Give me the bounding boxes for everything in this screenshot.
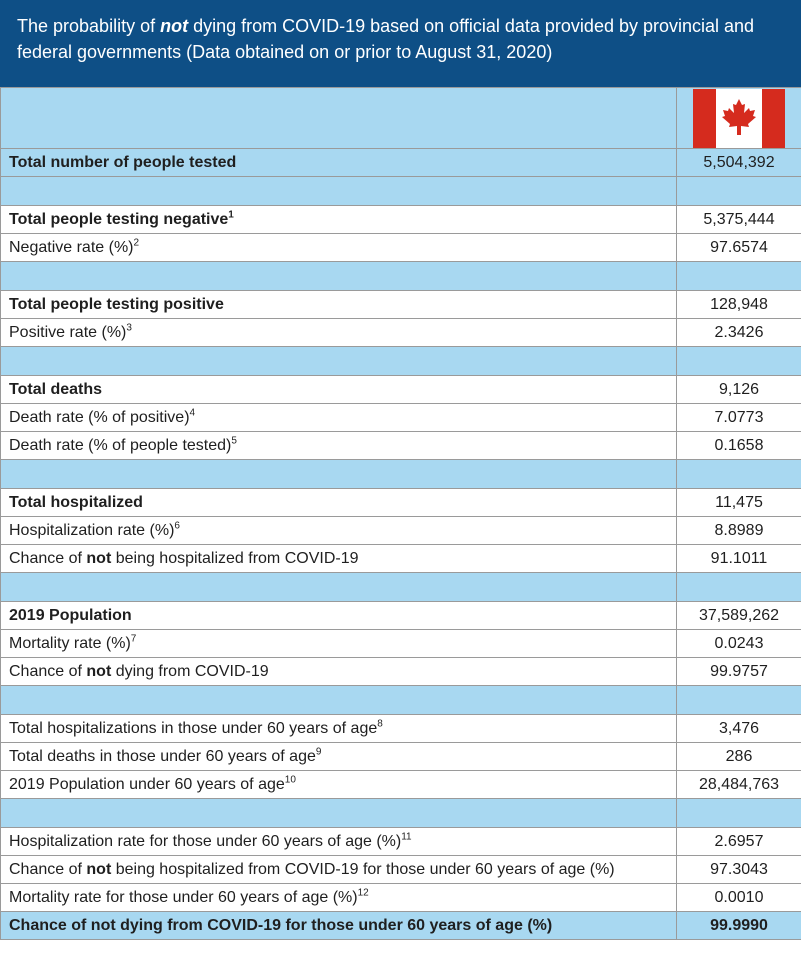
canada-flag-icon xyxy=(693,89,785,148)
row-label: Chance of not dying from COVID-19 for those under 60 years of age (%) xyxy=(1,912,677,940)
footnote-marker: 6 xyxy=(174,520,180,532)
table-row xyxy=(1,432,801,460)
row-value: 5,375,444 xyxy=(677,206,801,234)
footnote-marker: 11 xyxy=(401,831,412,843)
covid-statistics-table xyxy=(0,87,801,940)
row-label: Total deaths in those under 60 years of age$^9$ xyxy=(1,743,677,771)
table-row xyxy=(1,234,801,262)
row-value: 128,948 xyxy=(677,291,801,319)
table-row xyxy=(1,545,801,573)
row-value: 0.0243 xyxy=(677,630,801,658)
row-value: 37,589,262 xyxy=(677,602,801,630)
spacer-row xyxy=(1,262,801,291)
footnote-marker: 1 xyxy=(228,209,234,221)
row-value: 97.3043 xyxy=(677,856,801,884)
row-value: 99.9757 xyxy=(677,658,801,686)
table-row xyxy=(1,319,801,347)
footnote-marker: 8 xyxy=(377,718,383,730)
row-label: Negative rate (%)$^2$ xyxy=(1,234,677,262)
table-row xyxy=(1,630,801,658)
row-value: 11,475 xyxy=(677,489,801,517)
row-value: 91.1011 xyxy=(677,545,801,573)
table-row xyxy=(1,715,801,743)
row-value: 28,484,763 xyxy=(677,771,801,799)
row-value: 0.1658 xyxy=(677,432,801,460)
row-value: 5,504,392 xyxy=(677,149,801,177)
spacer-row xyxy=(1,177,801,206)
footnote-marker: 4 xyxy=(189,407,196,419)
row-label: Chance of not being hospitalized from COVID-19 for those under 60 years of age (%) xyxy=(1,856,677,884)
row-label: Chance of not being hospitalized from COVID-19 xyxy=(1,545,677,573)
row-value: 8.8989 xyxy=(677,517,801,545)
spacer-row xyxy=(1,460,801,489)
row-value: 286 xyxy=(677,743,801,771)
table-row xyxy=(1,489,801,517)
row-value: 99.9990 xyxy=(677,912,801,940)
table-row xyxy=(1,517,801,545)
table-row xyxy=(1,743,801,771)
row-value: 0.0010 xyxy=(677,884,801,912)
row-value: 2.3426 xyxy=(677,319,801,347)
row-label: 2019 Population under 60 years of age$^{10}$ xyxy=(1,771,677,799)
footnote-marker: 5 xyxy=(231,435,237,447)
footnote-marker: 2 xyxy=(133,237,140,249)
row-label: Mortality rate for those under 60 years of age (%)$^{12}$ xyxy=(1,884,677,912)
row-label: Total hospitalizations in those under 60 years of age$^8$ xyxy=(1,715,677,743)
footnote-marker: 7 xyxy=(130,633,137,645)
row-label: Total people testing positive xyxy=(1,291,677,319)
row-label: Positive rate (%)$^3$ xyxy=(1,319,677,347)
table-row xyxy=(1,884,801,912)
spacer-row xyxy=(1,573,801,602)
row-value: 2.6957 xyxy=(677,828,801,856)
table-title: The probability of not dying from COVID-19 based on official data provided by provincial and federal governments (Data obtained on or prior to August 31, 2020) xyxy=(0,0,801,87)
table-row xyxy=(1,828,801,856)
row-label: Total people testing negative$^1$ xyxy=(1,206,677,234)
spacer-row xyxy=(1,799,801,828)
table-row xyxy=(1,291,801,319)
row-label: Mortality rate (%)$^7$ xyxy=(1,630,677,658)
table-row xyxy=(1,771,801,799)
table-row xyxy=(1,912,801,940)
table-row xyxy=(1,404,801,432)
table-row xyxy=(1,602,801,630)
row-label: Total hospitalized xyxy=(1,489,677,517)
row-label: Death rate (% of positive)$^4$ xyxy=(1,404,677,432)
table-row xyxy=(1,658,801,686)
row-label: Total number of people tested xyxy=(1,149,677,177)
row-label: Chance of not dying from COVID-19 xyxy=(1,658,677,686)
footnote-marker: 10 xyxy=(284,774,296,786)
row-value: 9,126 xyxy=(677,376,801,404)
row-label: 2019 Population xyxy=(1,602,677,630)
row-value: 97.6574 xyxy=(677,234,801,262)
row-label: Hospitalization rate for those under 60 years of age (%)$^{11}$ xyxy=(1,828,677,856)
footnote-marker: 12 xyxy=(357,887,369,899)
table-row xyxy=(1,149,801,177)
spacer-row xyxy=(1,347,801,376)
flag-header-row xyxy=(1,88,801,149)
table-row xyxy=(1,856,801,884)
table-row xyxy=(1,206,801,234)
table-row xyxy=(1,376,801,404)
row-label: Death rate (% of people tested)$^5$ xyxy=(1,432,677,460)
row-label: Total deaths xyxy=(1,376,677,404)
row-value: 3,476 xyxy=(677,715,801,743)
spacer-row xyxy=(1,686,801,715)
row-label: Hospitalization rate (%)$^6$ xyxy=(1,517,677,545)
footnote-marker: 9 xyxy=(315,746,322,758)
footnote-marker: 3 xyxy=(126,322,132,334)
row-value: 7.0773 xyxy=(677,404,801,432)
